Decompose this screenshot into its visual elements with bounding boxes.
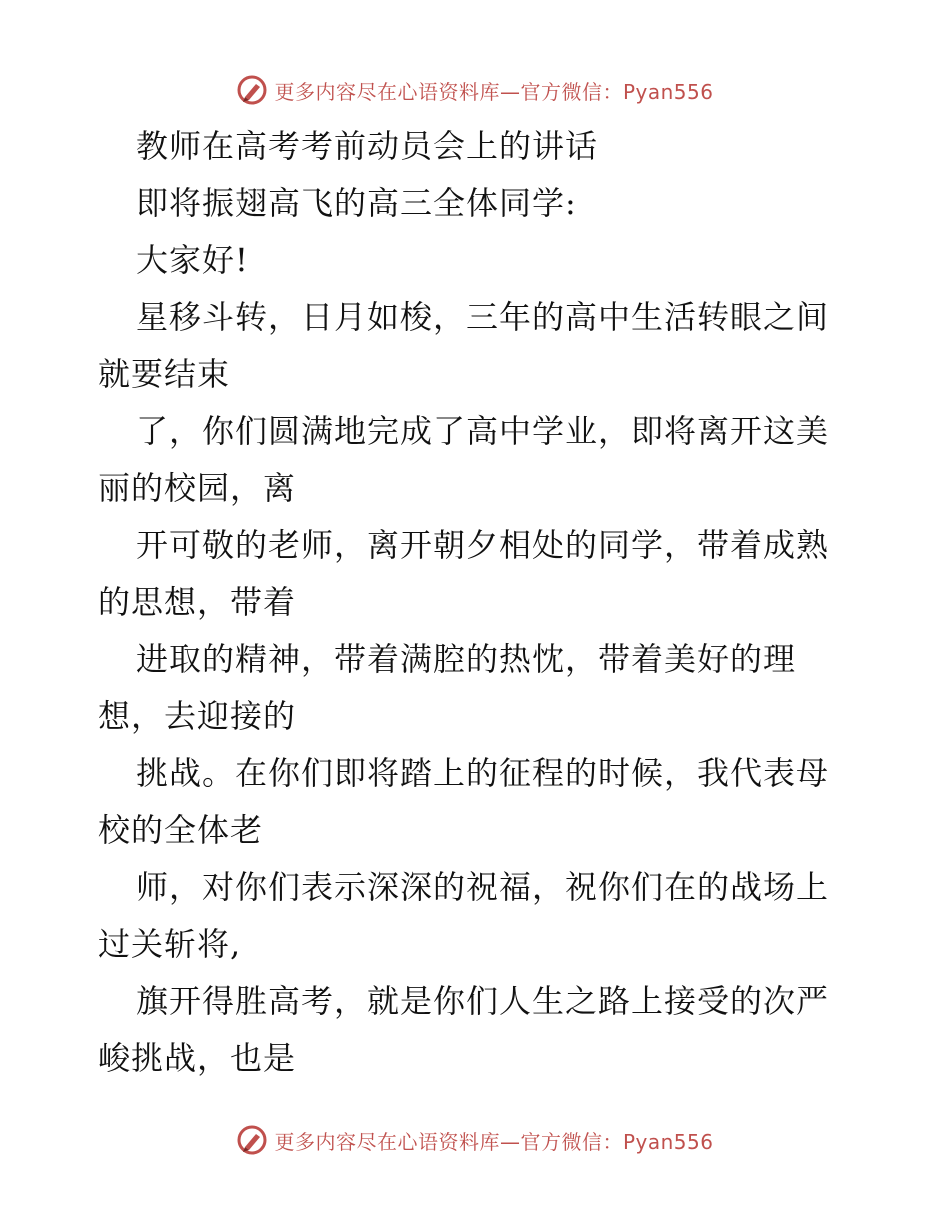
text-line: 想，去迎接的 [98,697,297,735]
text-line: 峻挑战，也是 [98,1039,297,1077]
header-watermark-banner [0,70,950,110]
text-line: 开可敬的老师，离开朝夕相处的同学，带着成熟 [136,526,830,564]
text-line: 即将振翅高飞的高三全体同学: [136,184,577,222]
text-line: 师，对你们表示深深的祝福，祝你们在的战场上 [136,868,830,906]
banner-text: 更多内容尽在心语资料库—官方微信：Pyan556 [274,79,714,104]
text-line: 大家好! [136,241,249,279]
text-line: 挑战。在你们即将踏上的征程的时候，我代表母 [136,754,830,792]
footer-watermark-banner [0,1120,950,1160]
pen-logo-icon [236,1124,268,1156]
text-line: 星移斗转，日月如梭，三年的高中生活转眼之间 [136,298,830,336]
text-line: 就要结束 [98,355,231,393]
banner-text: 更多内容尽在心语资料库—官方微信：Pyan556 [274,1129,714,1154]
text-line: 的思想，带着 [98,583,297,621]
text-line: 过关斩将, [98,925,242,963]
document-body [98,118,858,1087]
text-line: 教师在高考考前动员会上的讲话 [136,127,599,165]
text-line: 了，你们圆满地完成了高中学业，即将离开这美 [136,412,830,450]
text-line: 旗开得胜高考，就是你们人生之路上接受的次严 [136,982,830,1020]
pen-logo-icon [236,74,268,106]
text-line: 校的全体老 [98,811,264,849]
text-line: 进取的精神，带着满腔的热忱，带着美好的理 [136,640,797,678]
text-line: 丽的校园，离 [98,469,297,507]
